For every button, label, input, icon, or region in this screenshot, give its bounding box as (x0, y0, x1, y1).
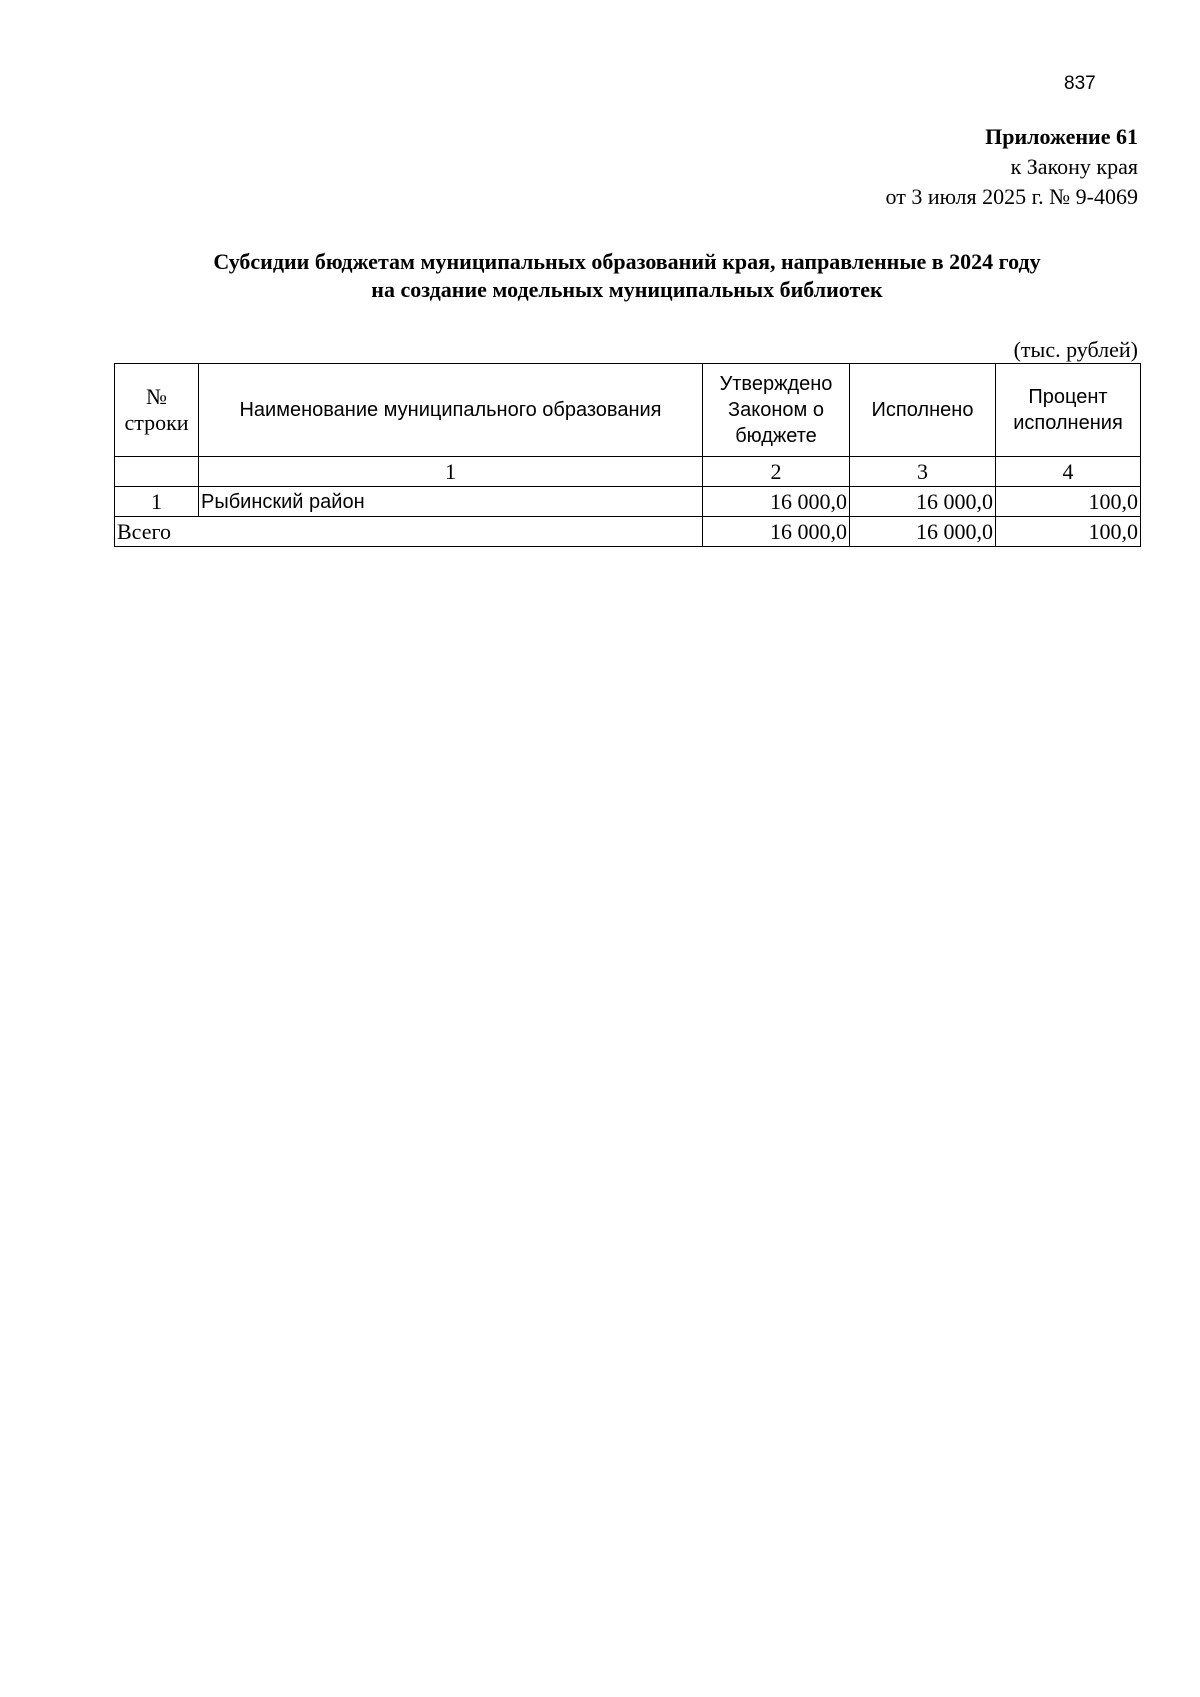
appendix-title: Приложение 61 (985, 124, 1138, 149)
total-label-cell: Всего (115, 517, 703, 547)
header-executed: Исполнено (850, 364, 996, 457)
appendix-date: от 3 июля 2025 г. № 9-4069 (885, 184, 1138, 209)
document-title (0, 248, 1200, 304)
header-approved-line-2: Законом о (728, 399, 824, 421)
appendix-block (886, 122, 1138, 212)
header-row-number (115, 364, 199, 457)
header-row-number-line-1: № (146, 384, 167, 409)
column-number-cell: 1 (199, 457, 703, 487)
table-header-row (115, 364, 1141, 457)
header-row-number-line-2: строки (124, 410, 189, 435)
row-number-cell: 1 (115, 487, 199, 517)
document-title-line-1: Субсидии бюджетам муниципальных образований края, направленные в 2024 году (213, 249, 1041, 274)
subsidy-table (114, 363, 1141, 547)
column-number-cell: 2 (703, 457, 850, 487)
percent-cell: 100,0 (996, 487, 1141, 517)
column-number-cell: 3 (850, 457, 996, 487)
column-number-cell (115, 457, 199, 487)
total-row (115, 517, 1141, 547)
header-percent-line-1: Процент (1028, 386, 1108, 408)
table-row (115, 487, 1141, 517)
header-percent-line-2: исполнения (1013, 412, 1123, 434)
municipality-name-cell: Рыбинский район (199, 487, 703, 517)
total-executed-cell: 16 000,0 (850, 517, 996, 547)
approved-cell: 16 000,0 (703, 487, 850, 517)
page-number: 837 (1064, 73, 1096, 94)
header-name: Наименование муниципального образования (199, 364, 703, 457)
executed-cell: 16 000,0 (850, 487, 996, 517)
header-approved (703, 364, 850, 457)
total-percent-cell: 100,0 (996, 517, 1141, 547)
total-approved-cell: 16 000,0 (703, 517, 850, 547)
column-number-cell: 4 (996, 457, 1141, 487)
appendix-law-ref: к Закону края (1010, 154, 1138, 179)
document-title-line-2: на создание модельных муниципальных библиотек (371, 277, 883, 302)
units-note: (тыс. рублей) (1013, 337, 1138, 362)
header-percent (996, 364, 1141, 457)
header-approved-line-3: бюджете (735, 425, 817, 447)
header-approved-line-1: Утверждено (719, 373, 833, 395)
column-number-row (115, 457, 1141, 487)
